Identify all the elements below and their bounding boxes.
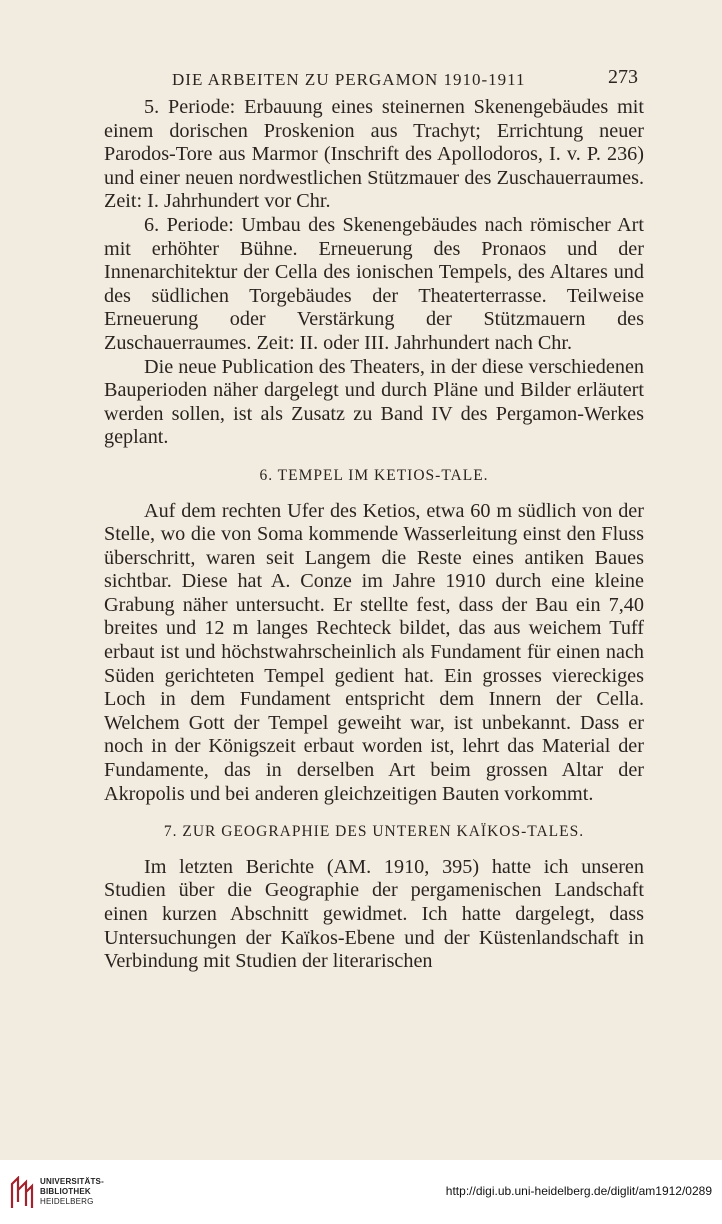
footer-bar: [0, 1160, 722, 1224]
paragraph-publication: Die neue Publication des Theaters, in der diese verschiedenen Bauperioden näher dargelegt und durch Pläne und Bilder erläutert werden sollen, ist als Zusatz zu Band IV des Pergamon-Werkes geplant.: [104, 355, 644, 449]
section-heading-7: 7. ZUR GEOGRAPHIE DES UNTEREN KAÏKOS-TALES.: [163, 823, 585, 841]
running-title: DIE ARBEITEN ZU PERGAMON 1910-1911: [172, 70, 526, 89]
paragraph-periode-6: 6. Periode: Umbau des Skenengebäudes nach römischer Art mit erhöhter Bühne. Erneuerung des Pronaos und der Innenarchitektur der Cella des ionischen Tempels, des Altares und des südlichen Torgebäudes der Theaterterrasse. Teilweise Erneuerung oder Verstärkung der Stützmauern des Zuschauerraumes. Zeit: II. oder III. Jahrhundert nach Chr.: [104, 213, 644, 354]
paragraph-ketios-temple: Auf dem rechten Ufer des Ketios, etwa 60 m südlich von der Stelle, wo die von Soma kommende Wasserleitung einst den Fluss überschritt, waren seit Langem die Reste eines antiken Baues sichtbar. Diese hat A. Conze im Jahre 1910 durch eine kleine Grabung näher untersucht. Er stellte fest, dass der Bau ein 7,40 breites und 12 m langes Rechteck bildet, das aus weichem Tuff erbaut ist und höchstwahrscheinlich als Fundament für einen nach Süden gerichteten Tempel gedient hat. Ein grosses viereckiges Loch in dem Fundament entspricht dem Innern der Cella. Welchem Gott der Tempel geweiht war, ist unbekannt. Dass er noch in der Königszeit erbaut worden ist, lehrt das Material der Fundamente, das in derselben Art beim grossen Altar der Akropolis und bei anderen gleichzeitigen Bauten vorkommt.: [104, 499, 644, 805]
permalink-url[interactable]: http://digi.ub.uni-heidelberg.de/diglit/am1912/0289: [445, 1184, 712, 1198]
library-logo-icon: [8, 1176, 36, 1210]
section-heading-6: 6. TEMPEL IM KETIOS-TALE.: [259, 466, 489, 484]
paragraph-periode-5: 5. Periode: Erbauung eines steinernen Skenengebäudes mit einem dorischen Proskenion aus Trachyt; Errichtung neuer Parodos-Tore aus Marmor (Inschrift des Apollodoros, I. v. P. 236) und einer neuen nordwestlichen Stützmauer des Zuschauerraumes. Zeit: I. Jahrhundert vor Chr.: [104, 96, 644, 213]
running-header: [104, 66, 644, 96]
library-line-3: HEIDELBERG: [40, 1197, 94, 1206]
library-line-2: BIBLIOTHEK: [40, 1187, 91, 1196]
library-name: [40, 1177, 104, 1207]
library-line-1: UNIVERSITÄTS-: [40, 1177, 104, 1186]
paragraph-geographie: Im letzten Berichte (AM. 1910, 395) hatte ich unseren Studien über die Geographie der pergamenischen Landschaft einen kurzen Abschnitt gewidmet. Ich hatte dargelegt, dass Untersuchungen der Kaïkos-Ebene und der Küstenlandschaft in Verbindung mit Studien der literarischen: [104, 855, 644, 973]
page-number: 273: [608, 66, 638, 88]
body-text: [104, 96, 644, 974]
